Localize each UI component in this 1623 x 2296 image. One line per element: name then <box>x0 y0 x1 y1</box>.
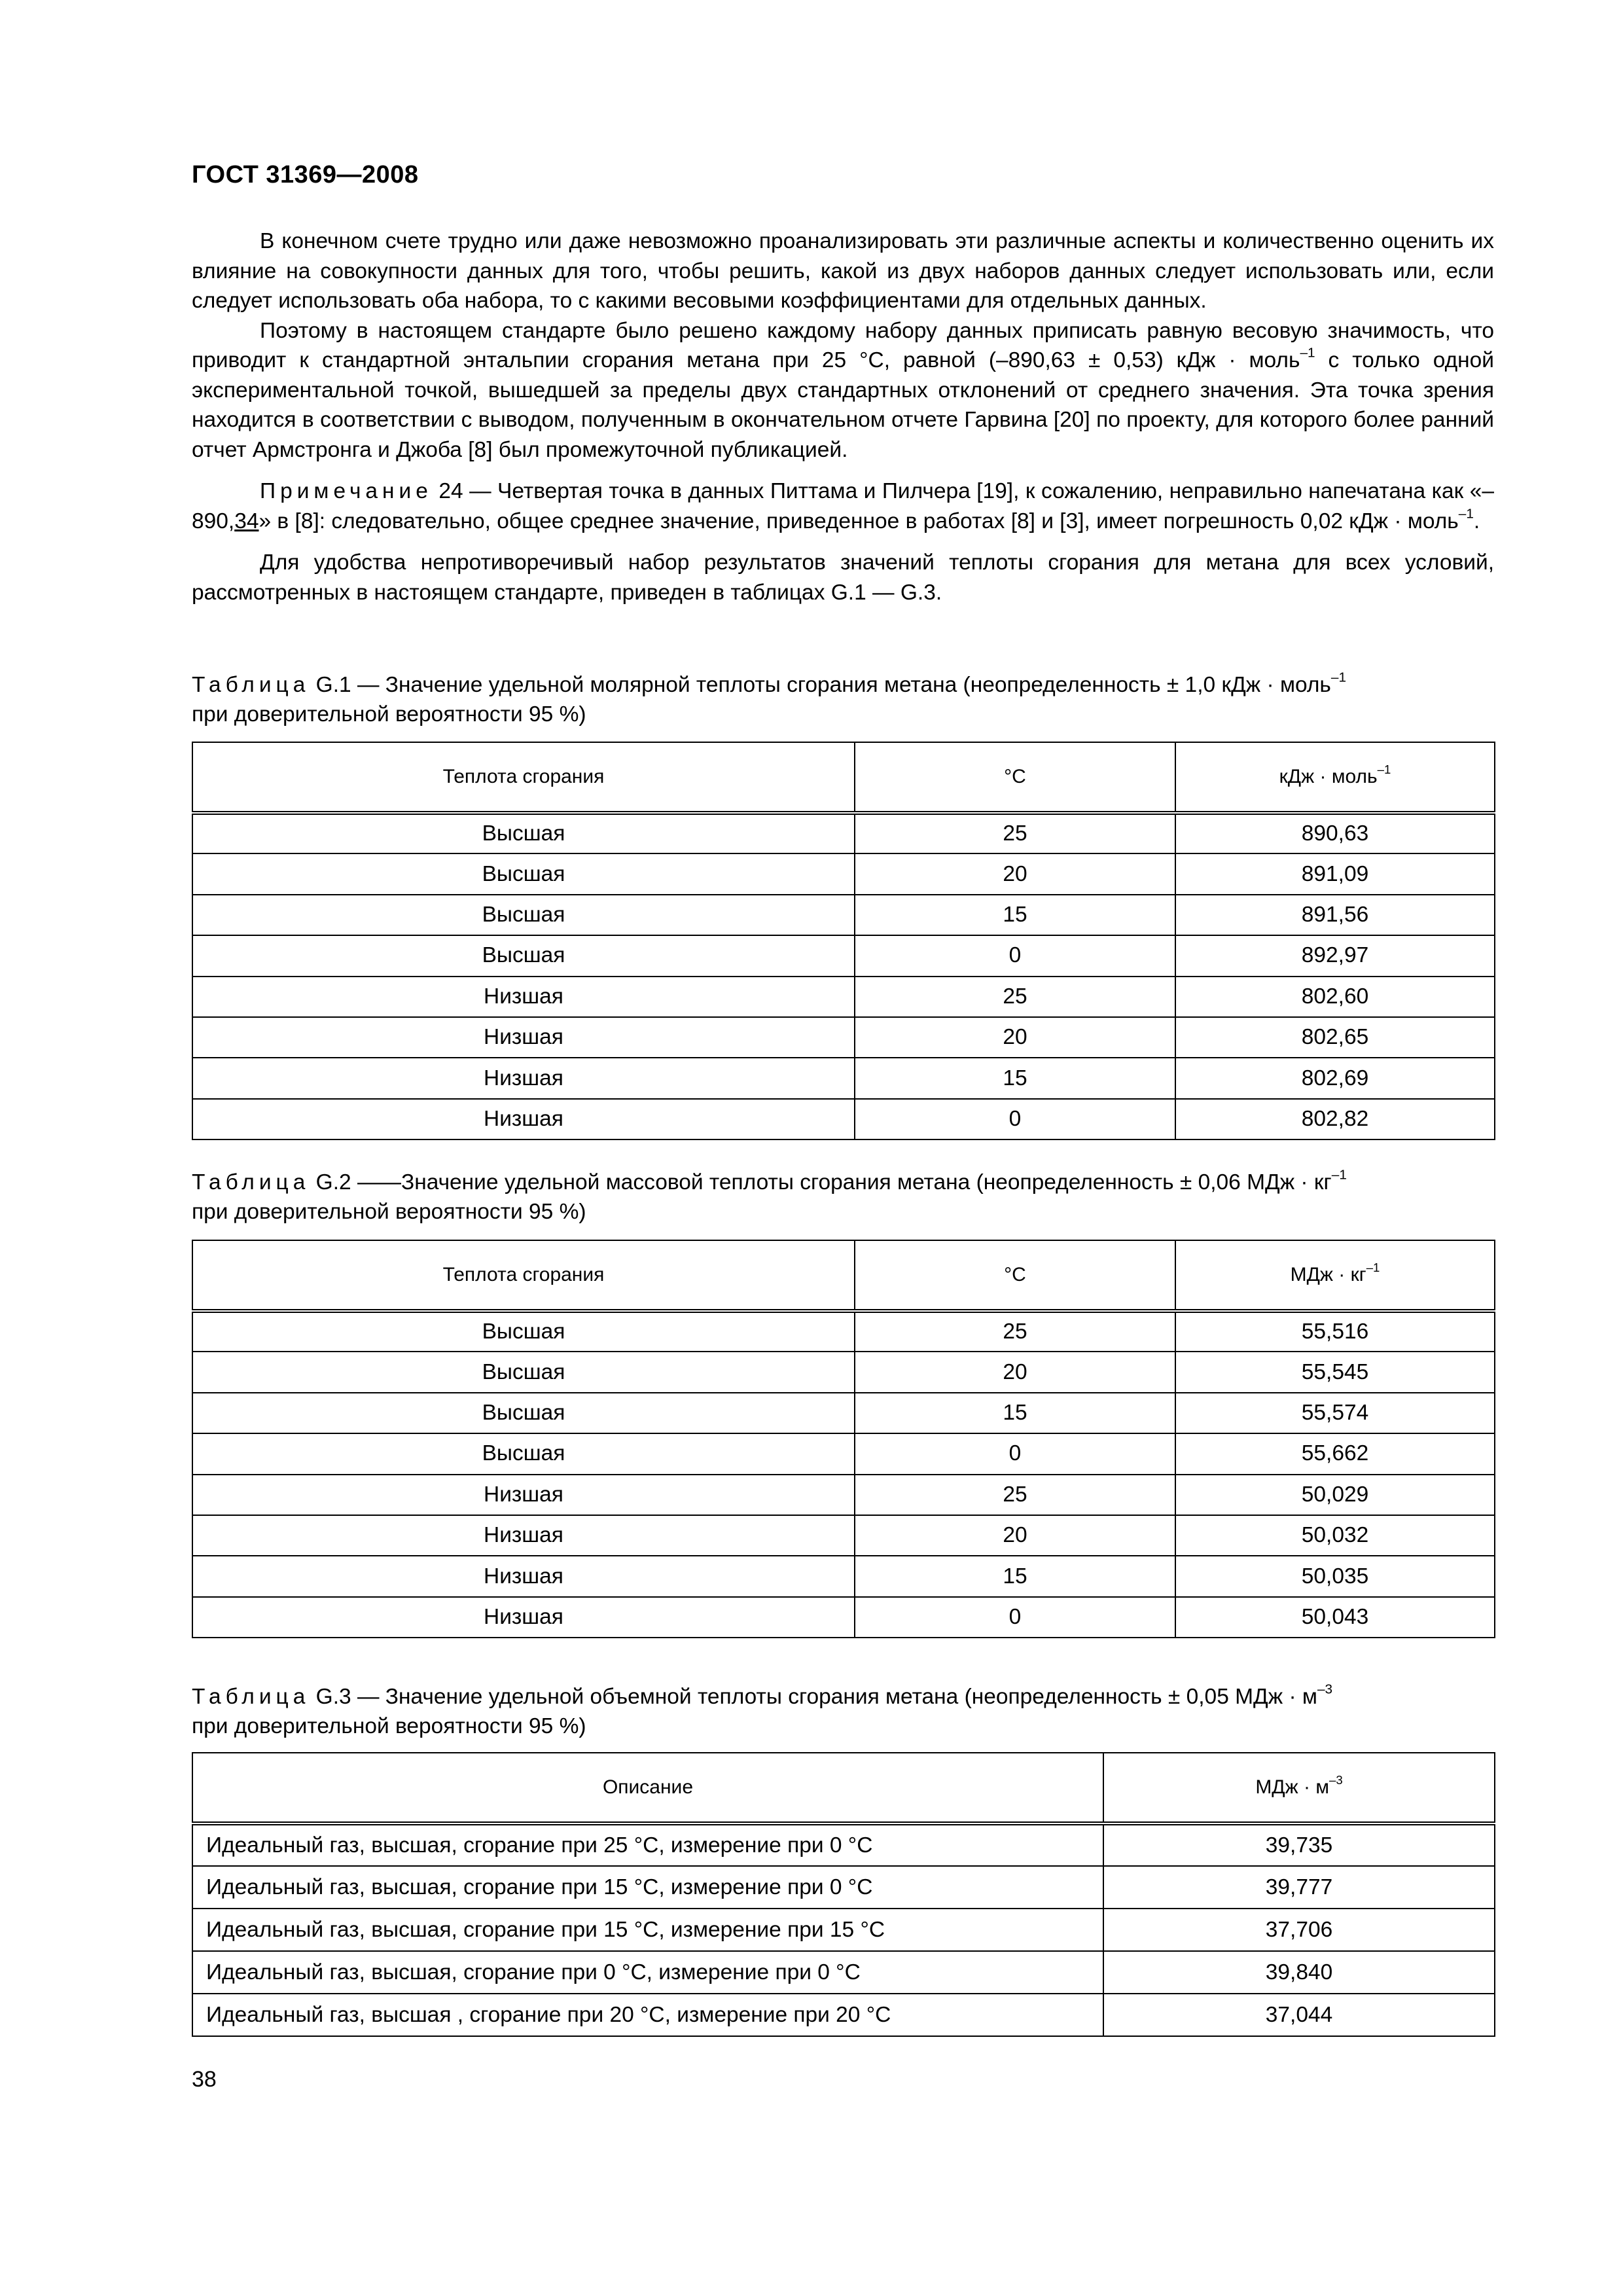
caption-text: G.1 — Значение удельной молярной теплоты сгорания метана (неопределенность ± 1,0 кДж · моль <box>310 673 1331 697</box>
unit-text: МДж · кг <box>1290 1264 1366 1285</box>
table-cell: 50,043 <box>1175 1597 1495 1638</box>
table-cell: 20 <box>855 1352 1175 1392</box>
table-g2-caption <box>192 1168 1494 1227</box>
table-row <box>192 895 1495 935</box>
table-cell: 0 <box>855 1099 1175 1139</box>
table-row <box>192 1951 1495 1994</box>
exponent: –1 <box>1366 1261 1380 1275</box>
table-row <box>192 1823 1495 1866</box>
note-end: . <box>1473 509 1480 533</box>
table-cell: 25 <box>855 977 1175 1017</box>
note-text-a: 24 — Четвертая точка в данных Питтама и Пилчера [19], к сожалению, неправильно напечатана как «–890, <box>192 479 1494 533</box>
table-cell: Высшая <box>192 1433 855 1474</box>
table-cell: Идеальный газ, высшая, сгорание при 15 °С, измерение при 0 °С <box>192 1866 1103 1909</box>
column-header <box>1103 1753 1495 1823</box>
body-text <box>192 226 1494 607</box>
table-cell: 802,65 <box>1175 1017 1495 1058</box>
table-cell: 891,56 <box>1175 895 1495 935</box>
column-header: °С <box>855 742 1175 813</box>
table-g1-caption <box>192 670 1494 729</box>
document-header: ГОСТ 31369—2008 <box>192 161 419 188</box>
table-header-row <box>192 1240 1495 1311</box>
table-cell: 55,662 <box>1175 1433 1495 1474</box>
table-cell: 55,574 <box>1175 1393 1495 1433</box>
table-cell: 890,63 <box>1175 813 1495 853</box>
table-cell: 55,545 <box>1175 1352 1495 1392</box>
column-header: Теплота сгорания <box>192 742 855 813</box>
paragraph-1: В конечном счете трудно или даже невозможно проанализировать эти различные аспекты и количественно оценить их влияние на совокупности данных для того, чтобы решить, какой из двух наборов данных следует использовать или, если следует использовать оба набора, то с какими весовыми коэффициентами для отдельных данных. <box>192 229 1494 313</box>
table-row <box>192 977 1495 1017</box>
table-cell: 39,840 <box>1103 1951 1495 1994</box>
table-cell: Низшая <box>192 1017 855 1058</box>
caption-text: G.3 — Значение удельной объемной теплоты сгорания метана (неопределенность ± 0,05 МДж · м <box>310 1685 1317 1709</box>
paragraph-3: Для удобства непротиворечивый набор результатов значений теплоты сгорания для метана для всех условий, рассмотренных в настоящем стандарте, приведен в таблицах G.1 — G.3. <box>192 550 1494 605</box>
table-row <box>192 1393 1495 1433</box>
paragraph-2-text-b: с только одной экспериментальной точкой, вышедшей за пределы двух стандартных отклонений от среднего значения. Эта точка зрения находится в соответствии с выводом, полученным в окончательном отчете Гарвина [20] по проекту, для которого более ранний отчет Армстронга и Джоба [8] был промежуточной публикацией. <box>192 348 1494 462</box>
table-cell: 20 <box>855 1515 1175 1556</box>
note-paragraph <box>192 476 1494 536</box>
table-row <box>192 1433 1495 1474</box>
table-cell: 25 <box>855 813 1175 853</box>
table-cell: Идеальный газ, высшая, сгорание при 25 °С, измерение при 0 °С <box>192 1823 1103 1866</box>
exponent: –1 <box>1377 762 1391 777</box>
note-text-b: » в [8]: следовательно, общее среднее значение, приведенное в работах [8] и [3], имеет погрешность 0,02 кДж · моль <box>259 509 1459 533</box>
table-cell: Низшая <box>192 1475 855 1515</box>
table-cell: 802,82 <box>1175 1099 1495 1139</box>
table-row <box>192 1099 1495 1139</box>
table-row <box>192 853 1495 894</box>
table-header-row <box>192 1753 1495 1823</box>
table-row <box>192 1017 1495 1058</box>
table-cell: Низшая <box>192 1099 855 1139</box>
table-cell: Низшая <box>192 977 855 1017</box>
column-header <box>1175 1240 1495 1311</box>
table-row <box>192 935 1495 976</box>
caption-text-line2: при доверительной вероятности 95 %) <box>192 702 586 726</box>
unit-text: кДж · моль <box>1279 766 1378 787</box>
column-header <box>1175 742 1495 813</box>
table-row <box>192 1475 1495 1515</box>
table-g3 <box>192 1752 1495 2037</box>
column-header: Описание <box>192 1753 1103 1823</box>
table-cell: 39,777 <box>1103 1866 1495 1909</box>
page-number: 38 <box>192 2067 217 2092</box>
table-cell: 50,032 <box>1175 1515 1495 1556</box>
table-cell: 20 <box>855 853 1175 894</box>
paragraph-2-text-a: Поэтому в настоящем стандарте было решено каждому набору данных приписать равную весовую значимость, что приводит к стандартной энтальпии сгорания метана при 25 °С, равной (–890,63 ± 0,53) кДж · моль <box>192 318 1494 372</box>
caption-text-line2: при доверительной вероятности 95 %) <box>192 1714 586 1738</box>
table-cell: Высшая <box>192 853 855 894</box>
table-cell: 892,97 <box>1175 935 1495 976</box>
table-cell: Низшая <box>192 1597 855 1638</box>
table-row <box>192 1556 1495 1596</box>
table-cell: Низшая <box>192 1058 855 1098</box>
caption-label: Таблица <box>192 673 310 697</box>
exponent: –3 <box>1329 1773 1343 1787</box>
table-row <box>192 1352 1495 1392</box>
table-cell: 55,516 <box>1175 1311 1495 1352</box>
table-cell: Высшая <box>192 1311 855 1352</box>
table-cell: Низшая <box>192 1556 855 1596</box>
caption-text-line2: при доверительной вероятности 95 %) <box>192 1200 586 1224</box>
table-row <box>192 813 1495 853</box>
table-cell: Высшая <box>192 813 855 853</box>
table-cell: 0 <box>855 935 1175 976</box>
table-row <box>192 1909 1495 1951</box>
table-cell: 15 <box>855 1556 1175 1596</box>
note-underlined: 34 <box>234 509 259 533</box>
table-cell: 15 <box>855 1393 1175 1433</box>
column-header: °С <box>855 1240 1175 1311</box>
caption-text: G.2 ——Значение удельной массовой теплоты сгорания метана (неопределенность ± 0,06 МДж · кг <box>310 1170 1332 1194</box>
table-cell: 802,69 <box>1175 1058 1495 1098</box>
table-g2 <box>192 1240 1495 1638</box>
table-cell: Высшая <box>192 1393 855 1433</box>
table-cell: Идеальный газ, высшая , сгорание при 20 °С, измерение при 20 °С <box>192 1994 1103 2036</box>
table-cell: 0 <box>855 1597 1175 1638</box>
table-cell: Низшая <box>192 1515 855 1556</box>
note-label: Примечание <box>260 479 433 503</box>
table-cell: 15 <box>855 1058 1175 1098</box>
table-g1 <box>192 742 1495 1140</box>
table-cell: 20 <box>855 1017 1175 1058</box>
table-cell: Высшая <box>192 935 855 976</box>
table-cell: 891,09 <box>1175 853 1495 894</box>
table-cell: 50,035 <box>1175 1556 1495 1596</box>
table-cell: Высшая <box>192 1352 855 1392</box>
table-cell: 25 <box>855 1311 1175 1352</box>
table-cell: Идеальный газ, высшая, сгорание при 15 °С, измерение при 15 °С <box>192 1909 1103 1951</box>
unit-text: МДж · м <box>1255 1776 1329 1798</box>
table-row <box>192 1866 1495 1909</box>
exponent: –1 <box>1458 505 1474 521</box>
column-header: Теплота сгорания <box>192 1240 855 1311</box>
table-cell: 15 <box>855 895 1175 935</box>
table-row <box>192 1597 1495 1638</box>
caption-label: Таблица <box>192 1685 310 1709</box>
table-row <box>192 1311 1495 1352</box>
table-cell: 50,029 <box>1175 1475 1495 1515</box>
table-row <box>192 1058 1495 1098</box>
exponent: –1 <box>1331 1167 1347 1183</box>
table-row <box>192 1994 1495 2036</box>
table-header-row <box>192 742 1495 813</box>
table-cell: 37,706 <box>1103 1909 1495 1951</box>
table-row <box>192 1515 1495 1556</box>
exponent: –1 <box>1330 670 1346 685</box>
paragraph-2 <box>192 316 1494 465</box>
table-cell: 0 <box>855 1433 1175 1474</box>
table-cell: Высшая <box>192 895 855 935</box>
caption-label: Таблица <box>192 1170 310 1194</box>
table-cell: 25 <box>855 1475 1175 1515</box>
exponent: –3 <box>1317 1681 1333 1697</box>
table-cell: 37,044 <box>1103 1994 1495 2036</box>
table-cell: 802,60 <box>1175 977 1495 1017</box>
table-cell: 39,735 <box>1103 1823 1495 1866</box>
table-cell: Идеальный газ, высшая, сгорание при 0 °С, измерение при 0 °С <box>192 1951 1103 1994</box>
table-g3-caption <box>192 1682 1494 1741</box>
exponent: –1 <box>1300 345 1315 361</box>
